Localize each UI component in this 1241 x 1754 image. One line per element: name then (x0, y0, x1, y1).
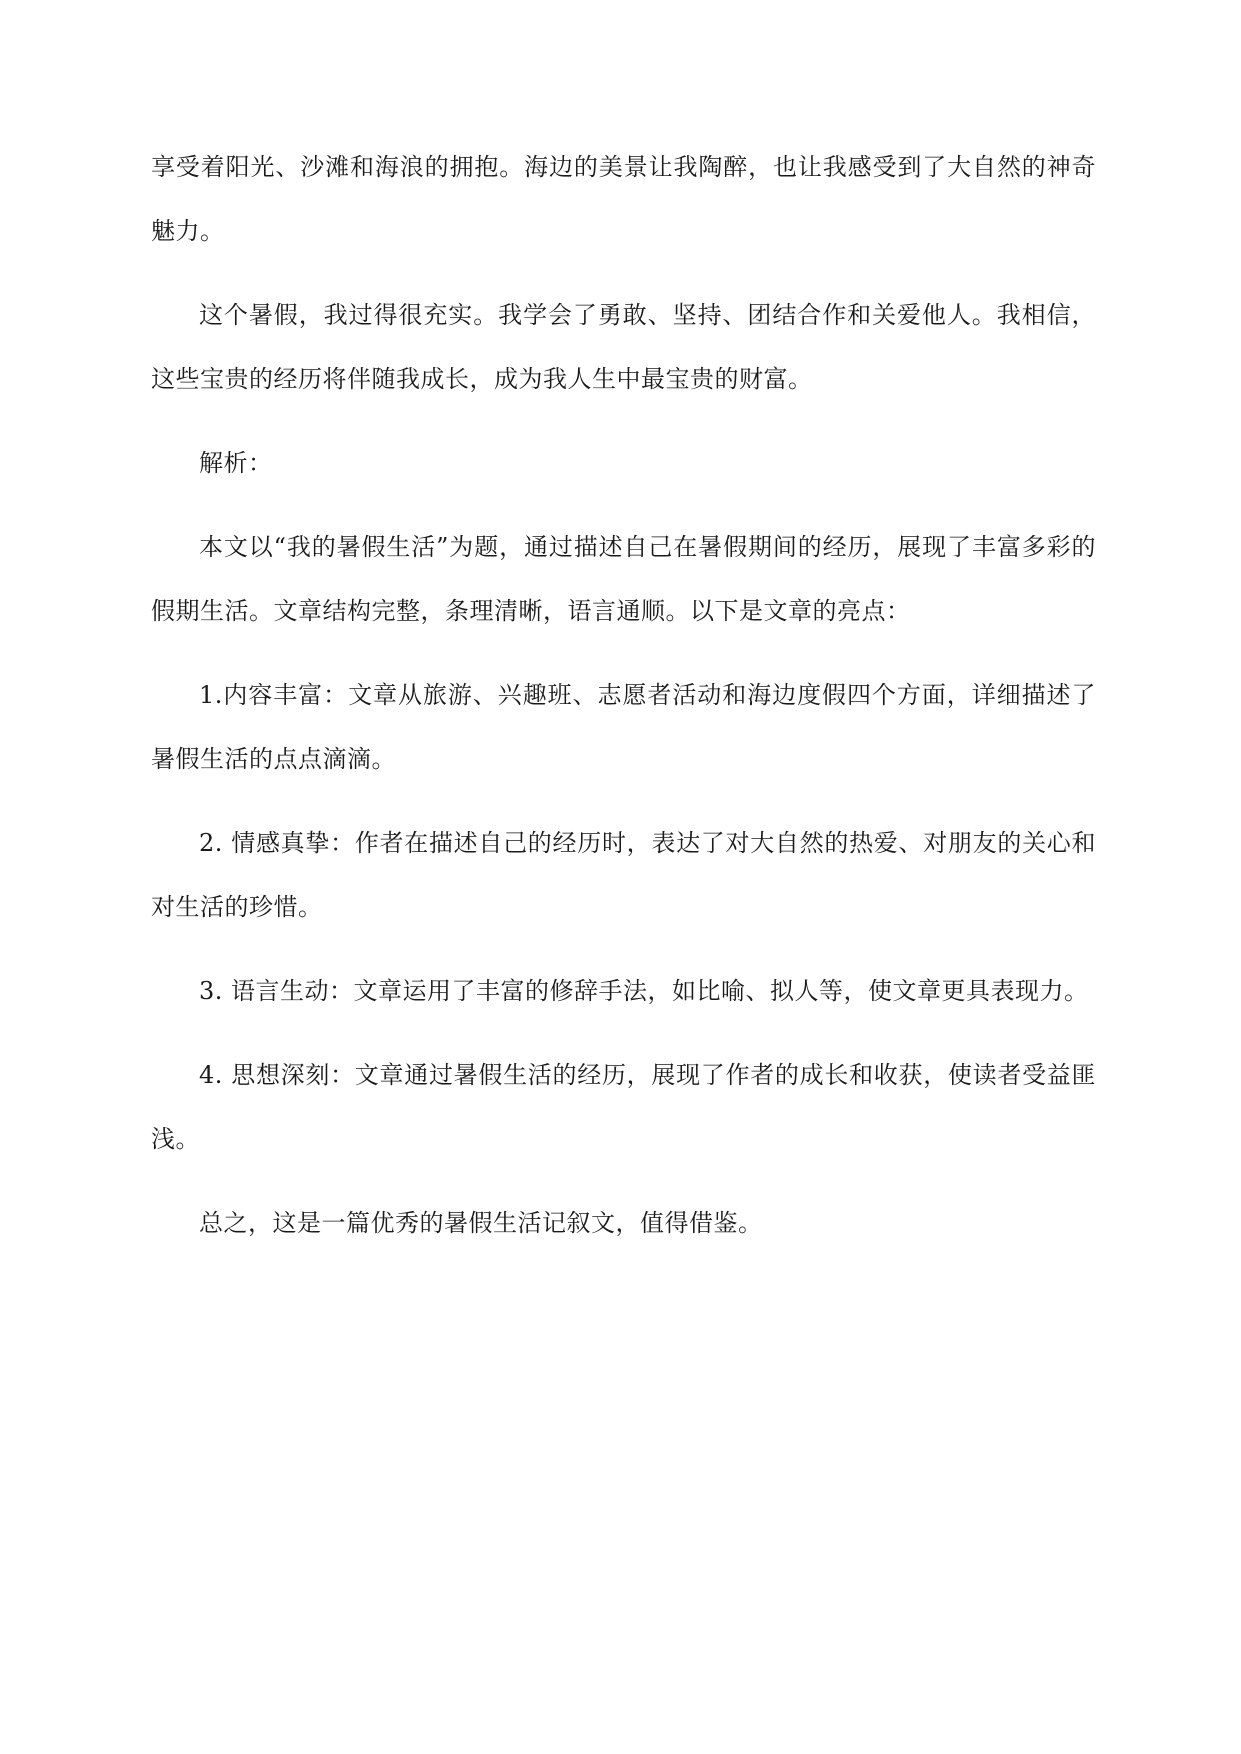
highlight-item-1: 1.内容丰富：文章从旅游、兴趣班、志愿者活动和海边度假四个方面，详细描述了暑假生活的点点滴滴。 (151, 681, 1096, 773)
highlight-item-3: 3. 语言生动：文章运用了丰富的修辞手法，如比喻、拟人等，使文章更具表现力。 (199, 977, 1089, 1005)
paragraph-summer-summary: 这个暑假，我过得很充实。我学会了勇敢、坚持、团结合作和关爱他人。我相信，这些宝贵的经历将伴随我成长，成为我人生中最宝贵的财富。 (151, 301, 1096, 393)
paragraph-conclusion: 总之，这是一篇优秀的暑假生活记叙文，值得借鉴。 (199, 1209, 763, 1237)
analysis-heading: 解析： (199, 449, 273, 477)
document-body (151, 136, 1096, 1275)
highlight-item-2: 2. 情感真挚：作者在描述自己的经历时，表达了对大自然的热爱、对朋友的关心和对生活的珍惜。 (151, 829, 1096, 921)
highlight-item-4: 4. 思想深刻：文章通过暑假生活的经历，展现了作者的成长和收获，使读者受益匪浅。 (151, 1061, 1096, 1153)
paragraph-analysis-intro: 本文以“我的暑假生活”为题，通过描述自己在暑假期间的经历，展现了丰富多彩的假期生活。文章结构完整，条理清晰，语言通顺。以下是文章的亮点： (151, 533, 1096, 625)
paragraph-seaside-ending: 享受着阳光、沙滩和海浪的拥抱。海边的美景让我陶醉，也让我感受到了大自然的神奇魅力。 (151, 153, 1096, 245)
